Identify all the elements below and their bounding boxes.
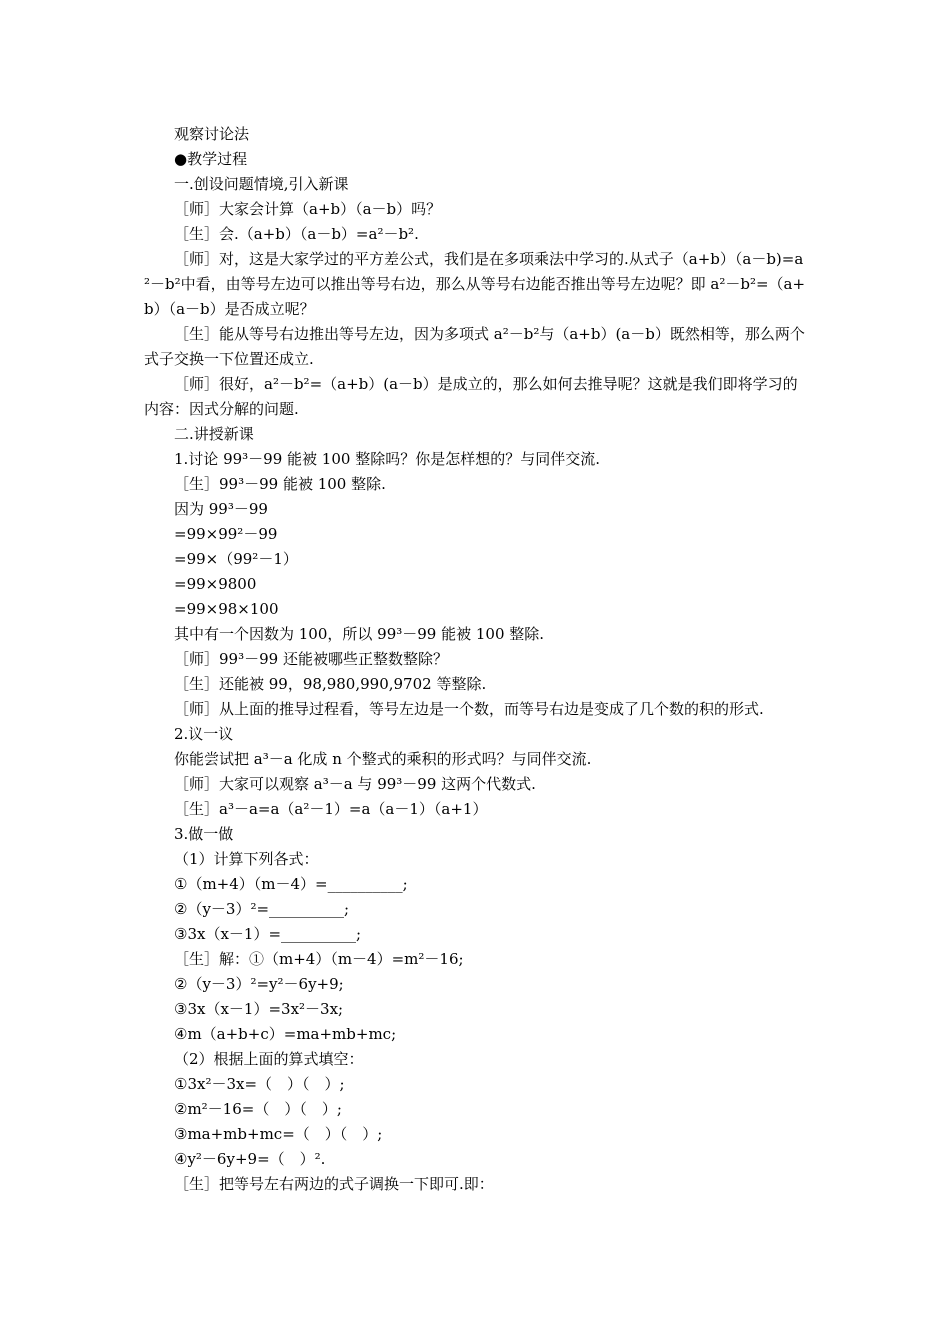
- paragraph: ［生］把等号左右两边的式子调换一下即可.即：: [174, 1175, 494, 1193]
- paragraph: （1）计算下列各式：: [174, 850, 319, 868]
- exercise-line: ②m²－16=（ ）（ ）;: [174, 1100, 342, 1118]
- exercise-line: ③ma+mb+mc=（ ）（ ）;: [174, 1125, 383, 1143]
- section-heading: ●教学过程: [174, 150, 248, 168]
- paragraph: ［师］从上面的推导过程看，等号左边是一个数，而等号右边是变成了几个数的积的形式.: [174, 700, 764, 718]
- paragraph: ［师］对，这是大家学过的平方差公式，我们是在多项乘法中学习的.从式子（a+b）（a－b)=a²－b²中看，由等号左边可以推出等号右边，那么从等号右边能否推出等号左边呢？即 a²－b²=（a+b）（a－b）是否成立呢？: [144, 250, 806, 318]
- math-line: =99×99²－99: [174, 525, 278, 543]
- math-line: =99×9800: [174, 575, 257, 593]
- paragraph: ［生］还能被 99，98,980,990,9702 等整除.: [174, 675, 487, 693]
- paragraph: ［师］99³－99 还能被哪些正整数整除？: [174, 650, 448, 668]
- method-line: 观察讨论法: [174, 125, 250, 143]
- paragraph: 1.讨论 99³－99 能被 100 整除吗？你是怎样想的？与同伴交流.: [174, 450, 600, 468]
- answer-line: ［生］解：①（m+4）（m－4）=m²－16;: [174, 950, 464, 968]
- exercise-line: ①3x²－3x=（ ）（ ）;: [174, 1075, 345, 1093]
- exercise-line: ②（y－3）²=__________;: [174, 900, 350, 918]
- paragraph: ［生］能从等号右边推出等号左边，因为多项式 a²－b²与（a+b）(a－b）既然相等，那么两个式子交换一下位置还成立.: [144, 325, 805, 368]
- paragraph: 你能尝试把 a³－a 化成 n 个整式的乘积的形式吗？与同伴交流.: [174, 750, 592, 768]
- subsection-heading: 3.做一做: [174, 825, 234, 843]
- subsection-heading: 2.议一议: [174, 725, 234, 743]
- paragraph: ［师］很好，a²－b²=（a+b）(a－b）是成立的，那么如何去推导呢？这就是我们即将学习的内容：因式分解的问题.: [144, 375, 798, 418]
- answer-line: ④m（a+b+c）=ma+mb+mc;: [174, 1025, 397, 1043]
- answer-line: ③3x（x－1）=3x²－3x;: [174, 1000, 344, 1018]
- exercise-line: ③3x（x－1）=__________;: [174, 925, 362, 943]
- paragraph: （2）根据上面的算式填空：: [174, 1050, 364, 1068]
- math-line: 因为 99³－99: [174, 500, 268, 518]
- paragraph: ［生］会.（a+b）（a－b）=a²－b².: [174, 225, 419, 243]
- paragraph: ［师］大家可以观察 a³－a 与 99³－99 这两个代数式.: [174, 775, 536, 793]
- answer-line: ②（y－3）²=y²－6y+9;: [174, 975, 344, 993]
- subsection-heading: 一.创设问题情境,引入新课: [174, 175, 349, 193]
- document-body: [144, 122, 809, 1197]
- exercise-line: ①（m+4）（m－4）=__________;: [174, 875, 408, 893]
- paragraph: ［生］a³－a=a（a²－1）=a（a－1）（a+1）: [174, 800, 488, 818]
- subsection-heading: 二.讲授新课: [174, 425, 254, 443]
- exercise-line: ④y²－6y+9=（ ）².: [174, 1150, 326, 1168]
- paragraph: 其中有一个因数为 100，所以 99³－99 能被 100 整除.: [174, 625, 545, 643]
- math-line: =99×（99²－1）: [174, 550, 298, 568]
- paragraph: ［师］大家会计算（a+b）（a－b）吗？: [174, 200, 442, 218]
- paragraph: ［生］99³－99 能被 100 整除.: [174, 475, 386, 493]
- math-line: =99×98×100: [174, 600, 279, 618]
